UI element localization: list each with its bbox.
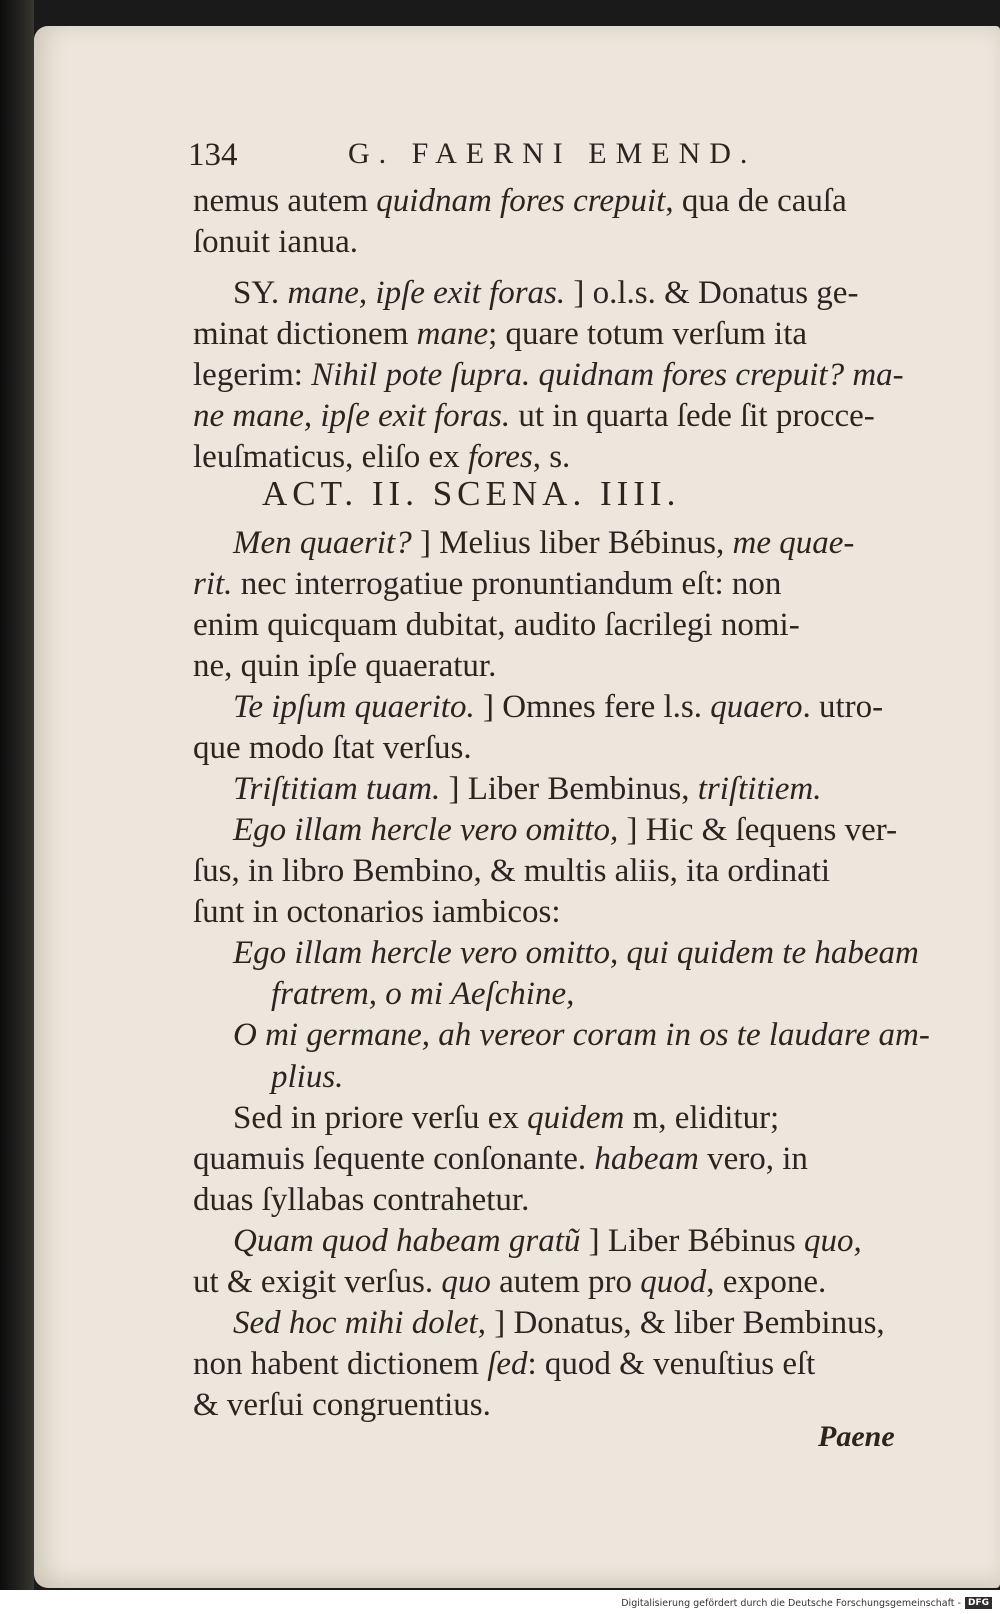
credit-text: Digitalisierung gefördert durch die Deutsche Forschungsgemeinschaft - xyxy=(621,1597,961,1609)
text-segment: ſonuit ianua. xyxy=(193,224,358,260)
text-segment: nemus autem xyxy=(193,183,377,219)
text-line xyxy=(193,850,830,892)
text-line xyxy=(233,1014,930,1056)
text-line xyxy=(193,891,561,933)
text-segment: SY. xyxy=(233,275,288,311)
text-segment: ] Melius liber Bébinus, xyxy=(411,525,733,561)
text-line xyxy=(271,973,574,1015)
text-line xyxy=(193,395,875,437)
italic-segment: habeam xyxy=(594,1141,699,1177)
text-segment: , s. xyxy=(532,439,571,475)
text-segment: vero, in xyxy=(698,1141,808,1177)
text-line xyxy=(233,768,822,810)
italic-segment: quo xyxy=(441,1264,491,1300)
dfg-logo: DFG xyxy=(965,1597,992,1609)
italic-segment: fratrem, o mi Aeſchine, xyxy=(271,976,575,1012)
text-segment: leuſmaticus, eliſo ex xyxy=(193,439,468,475)
digitization-credit xyxy=(621,1596,992,1610)
text-segment: quamuis ſequente conſonante. xyxy=(193,1141,595,1177)
italic-segment: plius. xyxy=(271,1059,344,1095)
italic-segment: Nihil pote ſupra. quidnam fores crepuit? ma- xyxy=(311,357,904,393)
italic-segment: Ego illam hercle vero omitto, xyxy=(233,812,619,848)
italic-segment: quod xyxy=(640,1264,707,1300)
text-segment: ; quare totum verſum ita xyxy=(488,316,808,352)
text-line xyxy=(193,436,570,478)
text-segment: ſunt in octonarios iambicos: xyxy=(193,894,561,930)
italic-segment: me quae- xyxy=(732,525,855,561)
text-segment: ut in quarta ſede ſit procce- xyxy=(510,398,875,434)
text-line xyxy=(233,1302,885,1344)
italic-segment: rit. xyxy=(193,566,233,602)
text-segment: ] Hic & ſequens ver- xyxy=(618,812,898,848)
italic-segment: mane, ipſe exit foras. xyxy=(287,275,566,311)
italic-segment: quidem xyxy=(527,1100,625,1136)
italic-segment: quaero xyxy=(710,689,803,725)
text-line xyxy=(193,1261,826,1303)
italic-segment: quo, xyxy=(804,1223,862,1259)
catchword: Paene xyxy=(818,1420,895,1453)
text-segment: ] Liber Bébinus xyxy=(580,1223,805,1259)
text-line xyxy=(193,727,472,769)
text-line xyxy=(193,180,847,222)
text-segment: que modo ſtat verſus. xyxy=(193,730,472,766)
text-line xyxy=(193,563,781,605)
italic-segment: Te ipſum quaerito. xyxy=(233,689,475,725)
text-segment: , qua de cauſa xyxy=(665,183,847,219)
text-line xyxy=(233,932,919,974)
text-segment: . utro- xyxy=(802,689,884,725)
italic-segment: Men quaerit? xyxy=(233,525,412,561)
text-line xyxy=(233,272,858,314)
text-line xyxy=(271,1056,343,1098)
text-segment: & verſui congruentius. xyxy=(193,1387,491,1423)
text-segment: ne, quin ipſe quaeratur. xyxy=(193,648,497,684)
page-number: 134 xyxy=(188,137,238,173)
text-segment: ] Donatus, & liber Bembinus, xyxy=(485,1305,885,1341)
text-segment: enim quicquam dubitat, audito ſacrilegi nomi- xyxy=(193,607,800,643)
italic-segment: O mi germane, ah vereor coram in os te laudare am- xyxy=(233,1017,930,1053)
text-segment: ] Omnes fere l.s. xyxy=(474,689,711,725)
text-segment: ] o.l.s. & Donatus ge- xyxy=(565,275,859,311)
italic-segment: ſed xyxy=(487,1346,528,1382)
text-segment: ut & exigit verſus. xyxy=(193,1264,442,1300)
text-line xyxy=(193,1138,808,1180)
text-segment: duas ſyllabas contrahetur. xyxy=(193,1182,530,1218)
text-line xyxy=(193,645,496,687)
book-gutter-shadow xyxy=(0,0,34,1614)
italic-segment: quidnam fores crepuit xyxy=(376,183,666,219)
text-line xyxy=(193,604,800,646)
text-line xyxy=(193,221,358,263)
text-segment: non habent dictionem xyxy=(193,1346,488,1382)
italic-segment: Sed hoc mihi dolet, xyxy=(233,1305,486,1341)
text-line xyxy=(233,809,897,851)
italic-segment: triſtitiem. xyxy=(697,771,822,807)
text-line xyxy=(193,313,807,355)
text-segment: m, eliditur; xyxy=(624,1100,780,1136)
text-segment: , expone. xyxy=(706,1264,827,1300)
text-segment: legerim: xyxy=(193,357,312,393)
running-head-title: G. FAERNI EMEND. xyxy=(348,137,757,170)
text-line xyxy=(233,1220,862,1262)
italic-segment: fores xyxy=(467,439,533,475)
text-segment: nec interrogatiue pronuntiandum eſt: non xyxy=(232,566,782,602)
scene-heading: ACT. II. SCENA. IIII. xyxy=(262,474,681,513)
text-segment: Sed in priore verſu ex xyxy=(233,1100,528,1136)
italic-segment: Triſtitiam tuam. xyxy=(233,771,441,807)
italic-segment: mane xyxy=(416,316,489,352)
text-segment: ] Liber Bembinus, xyxy=(440,771,698,807)
italic-segment: Ego illam hercle vero omitto, qui quidem te habeam xyxy=(233,935,919,971)
text-line xyxy=(233,1097,779,1139)
text-segment: minat dictionem xyxy=(193,316,417,352)
text-line xyxy=(193,1384,491,1426)
text-segment: autem pro xyxy=(490,1264,641,1300)
text-segment: : quod & venuſtius eſt xyxy=(527,1346,816,1382)
text-line xyxy=(233,686,883,728)
text-line xyxy=(233,522,854,564)
text-segment: ſus, in libro Bembino, & multis aliis, ita ordinati xyxy=(193,853,831,889)
text-line xyxy=(193,1179,529,1221)
italic-segment: Quam quod habeam gratũ xyxy=(233,1223,581,1259)
text-line xyxy=(193,354,904,396)
italic-segment: ne mane, ipſe exit foras. xyxy=(193,398,511,434)
text-line xyxy=(193,1343,815,1385)
